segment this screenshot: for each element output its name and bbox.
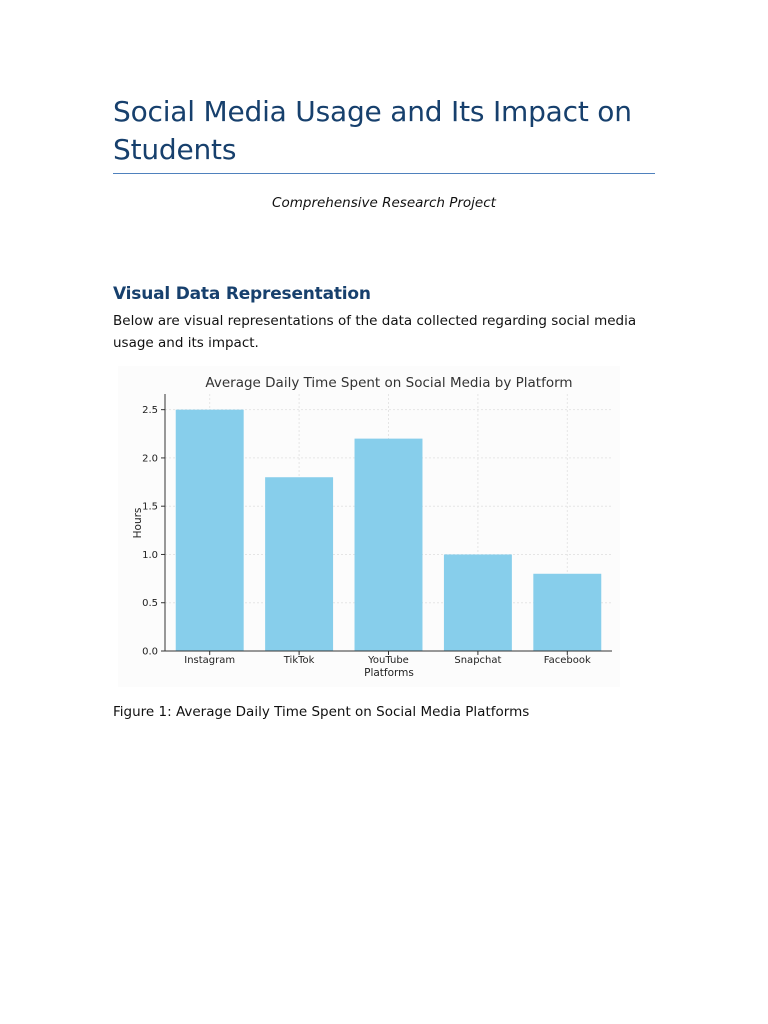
y-tick-label: 1.5 [142,501,158,513]
x-tick-label: Facebook [543,655,591,666]
bar-tiktok [265,477,333,651]
bar-youtube [355,439,423,651]
y-tick-label: 2.0 [142,453,158,465]
x-tick-label: TikTok [283,655,315,666]
figure-caption: Figure 1: Average Daily Time Spent on Social Media Platforms [113,704,530,720]
bar-facebook [533,574,601,651]
document-title: Social Media Usage and Its Impact on Students [113,95,632,166]
bar-chart-figure [118,366,620,687]
x-tick-label: Snapchat [454,655,502,666]
title-divider [113,173,655,174]
section-heading: Visual Data Representation [113,284,371,304]
y-axis-label: Hours [132,507,144,539]
bar-chart [118,366,620,687]
y-tick-label: 0.0 [142,646,158,658]
y-tick-label: 0.5 [142,598,158,610]
intro-paragraph: Below are visual representations of the data collected regarding social media usage and its impact. [113,313,637,351]
bar-snapchat [444,554,512,651]
x-tick-label: Instagram [184,655,236,666]
y-tick-label: 2.5 [142,405,158,417]
chart-title: Average Daily Time Spent on Social Media by Platform [205,375,573,391]
x-axis-label: Platforms [364,667,414,679]
y-tick-label: 1.0 [142,549,158,561]
x-tick-label: YouTube [368,655,409,666]
bar-instagram [176,410,244,651]
document-subtitle: Comprehensive Research Project [272,195,496,211]
